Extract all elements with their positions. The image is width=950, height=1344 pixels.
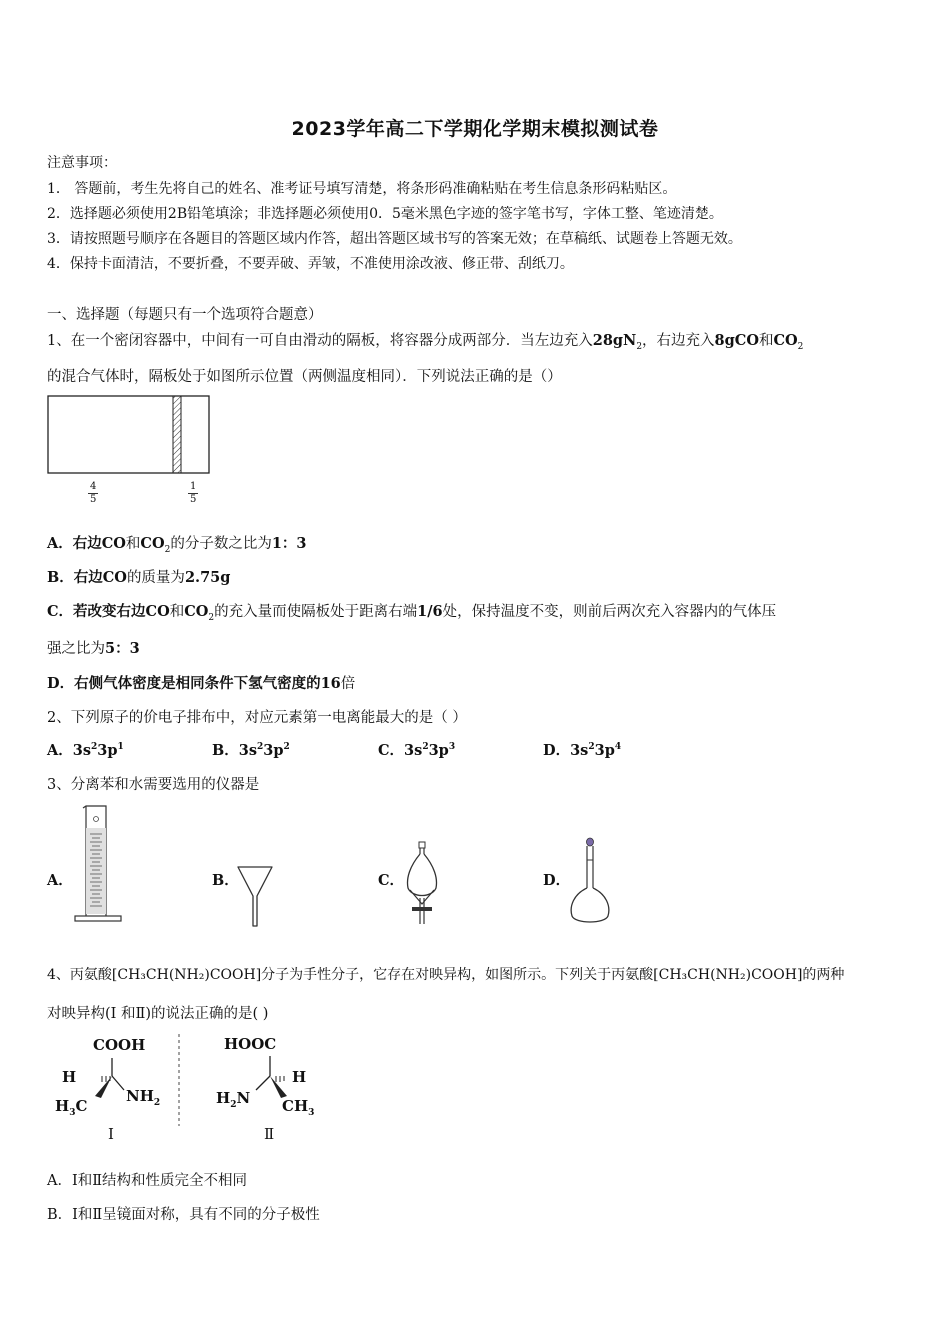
mol2-label: Ⅱ [264, 1125, 275, 1143]
q1-option-b: B．右边CO的质量为2.75g [47, 569, 231, 586]
q1-line1: 1、在一个密闭容器中，中间有一可自由滑动的隔板，将容器分成两部分．当左边充入$28gN_2$，右边充入8gCO和$CO_2$ [47, 332, 804, 352]
q1-option-d: D．右侧气体密度是相同条件下氢气密度的16倍 [47, 675, 356, 692]
page-title: 2023学年高二下学期化学期末模拟测试卷 [291, 118, 659, 140]
separatory-funnel-icon [402, 838, 442, 928]
mol1-ch3: $H_3C$ [55, 1097, 88, 1118]
graduated-cylinder-icon [72, 804, 124, 924]
mol2-h2n: $H_2N$ [216, 1089, 251, 1110]
mol1-h: H [62, 1068, 77, 1086]
q1-line2: 的混合气体时，隔板处于如图所示位置（两侧温度相同）．下列说法正确的是（） [47, 369, 562, 385]
q3-label-b: B． [212, 872, 239, 889]
mirror-plane-divider [176, 1034, 182, 1126]
q4-option-b: B．Ⅰ和Ⅱ呈镜面对称，具有不同的分子极性 [47, 1207, 320, 1223]
q1-option-a: A．右边CO和$CO_2$的分子数之比为1：3 [47, 535, 307, 555]
q2-option-d: D．$3s^23p^4$ [543, 742, 622, 759]
notice-item-4: 4．保持卡面清洁，不要折叠，不要弄破、弄皱，不准使用涂改液、修正带、刮纸刀。 [47, 256, 574, 272]
q2-option-c: C．$3s^23p^3$ [378, 742, 456, 759]
mol2-h: H [292, 1068, 307, 1086]
q4-line2: 对映异构(Ⅰ 和Ⅱ)的说法正确的是( ) [47, 1006, 269, 1022]
q3-label-a: A． [47, 872, 73, 889]
notice-item-1: 1． 答题前，考生先将自己的姓名、准考证号填写清楚，将条形码准确粘贴在考生信息条形码粘贴区。 [47, 181, 677, 197]
q4-line1: 4、丙氨酸[CH₃CH(NH₂)COOH]分子为手性分子，它存在对映异构，如图所示。下列关于丙氨酸[CH₃CH(NH₂)COOH]的两种 [47, 967, 845, 983]
q3-label-d: D． [543, 872, 571, 889]
volumetric-flask-icon [566, 836, 614, 928]
q2-option-a: A．$3s^23p^1$ [47, 742, 124, 759]
notice-item-2: 2．选择题必须使用2B铅笔填涂；非选择题必须使用0．5毫米黑色字迹的签字笔书写，字体工整、笔迹清楚。 [47, 206, 723, 222]
fraction-right: $\frac{1}{5}$ [190, 481, 197, 505]
q1-container-figure [47, 394, 212, 476]
mol1-nh2: $NH_2$ [126, 1087, 161, 1108]
mol1-label: Ⅰ [108, 1125, 114, 1143]
mol2-ch3: $CH_3$ [282, 1097, 315, 1118]
mol1-cooh: COOH [93, 1036, 146, 1054]
q2-option-b: B．$3s^23p^2$ [212, 742, 290, 759]
q1-option-c-line2: 强之比为5：3 [47, 640, 140, 657]
mol2-hooc: HOOC [224, 1035, 277, 1053]
fraction-left: $\frac{4}{5}$ [90, 481, 97, 505]
q4-option-a: A．Ⅰ和Ⅱ结构和性质完全不相同 [47, 1173, 248, 1189]
notice-heading: 注意事项： [47, 155, 117, 171]
q2-stem: 2、下列原子的价电子排布中，对应元素第一电离能最大的是（ ） [47, 710, 467, 726]
notice-item-3: 3．请按照题号顺序在各题目的答题区域内作答，超出答题区域书写的答案无效；在草稿纸、试题卷上答题无效。 [47, 231, 742, 247]
q3-stem: 3、分离苯和水需要选用的仪器是 [47, 777, 260, 793]
section-heading: 一、选择题（每题只有一个选项符合题意） [47, 307, 323, 323]
q3-label-c: C． [378, 872, 405, 889]
q1-option-c-line1: C．若改变右边CO和$CO_2$的充入量而使隔板处于距离右端1/6处，保持温度不变，则前后两次充入容器内的气体压 [47, 603, 777, 623]
funnel-icon [236, 864, 274, 930]
